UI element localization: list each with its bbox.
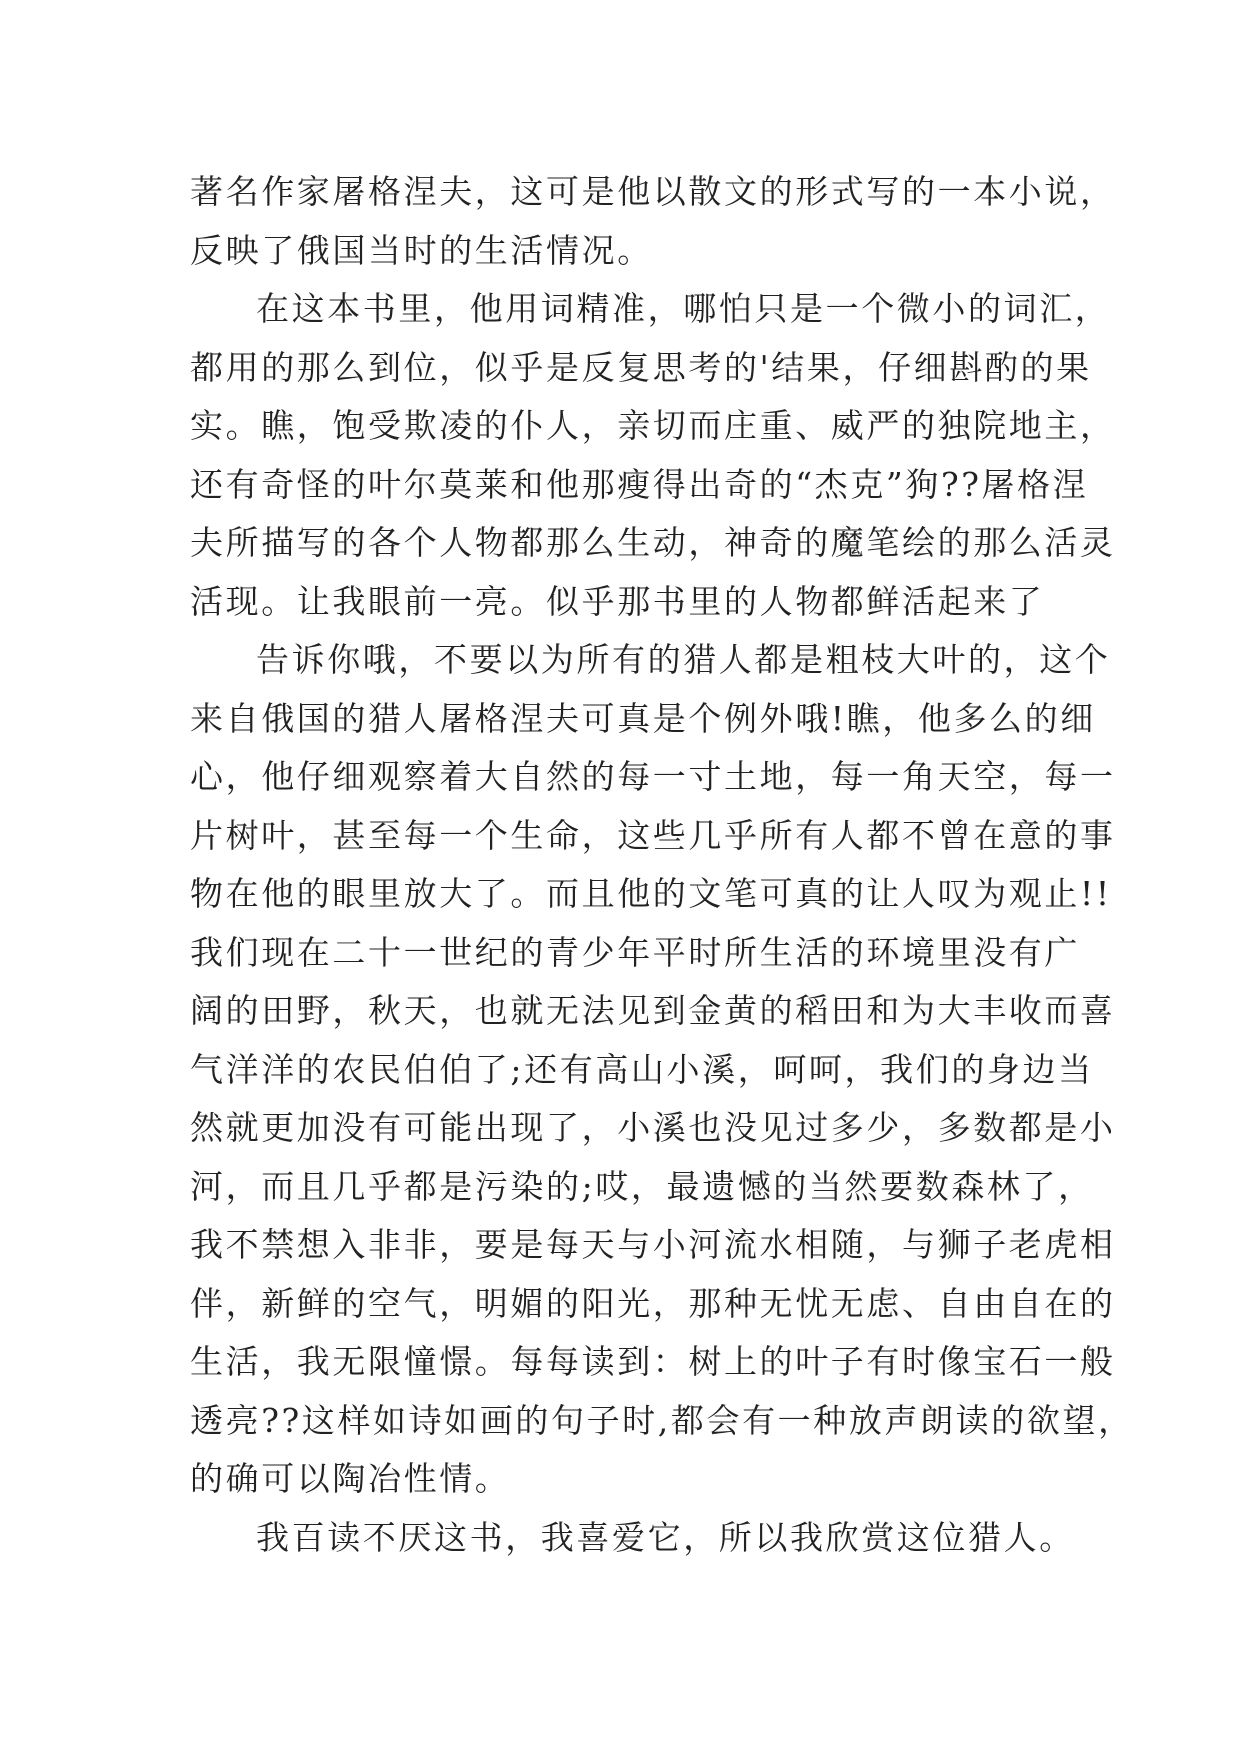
text-line: 夫所描写的各个人物都那么生动，神奇的魔笔绘的那么活灵 bbox=[190, 523, 1116, 562]
text-line: 我们现在二十一世纪的青少年平时所生活的环境里没有广 bbox=[190, 932, 1080, 972]
text-line: 然就更加没有可能出现了，小溪也没见过多少，多数都是小 bbox=[190, 1108, 1116, 1147]
text-line: 透亮??这样如诗如画的句子时,都会有一种放声朗读的欲望， bbox=[190, 1400, 1134, 1440]
text-line: 伴，新鲜的空气，明媚的阳光，那种无忧无虑、自由自在的 bbox=[190, 1283, 1116, 1323]
paragraph bbox=[190, 280, 1116, 631]
paragraph bbox=[190, 631, 1134, 1509]
text-line: 的确可以陶冶性情。 bbox=[190, 1459, 511, 1498]
text-line: 活现。让我眼前一亮。似乎那书里的人物都鲜活起来了 bbox=[190, 581, 1045, 621]
paragraph bbox=[190, 163, 1116, 280]
text-line: 告诉你哦，不要以为所有的猎人都是粗枝大叶的，这个 bbox=[256, 640, 1111, 679]
text-line: 反映了俄国当时的生活情况。 bbox=[190, 230, 653, 270]
text-line: 来自俄国的猎人屠格涅夫可真是个例外哦!瞧，他多么的细 bbox=[190, 698, 1096, 738]
text-line: 河，而且几乎都是污染的;哎，最遗憾的当然要数森林了， bbox=[190, 1166, 1094, 1206]
text-line: 生活，我无限憧憬。每每读到：树上的叶子有时像宝石一般 bbox=[190, 1342, 1116, 1381]
text-line: 气洋洋的农民伯伯了;还有高山小溪，呵呵，我们的身边当 bbox=[190, 1049, 1094, 1089]
text-line: 我不禁想入非非，要是每天与小河流水相随，与狮子老虎相 bbox=[190, 1225, 1116, 1264]
body-text bbox=[190, 163, 1134, 1567]
text-line: 我百读不厌这书，我喜爱它，所以我欣赏这位猎人。 bbox=[256, 1517, 1075, 1557]
text-line: 在这本书里，他用词精准，哪怕只是一个微小的词汇， bbox=[256, 289, 1111, 328]
text-line: 片树叶，甚至每一个生命，这些几乎所有人都不曾在意的事 bbox=[190, 815, 1116, 855]
text-line: 实。瞧，饱受欺凌的仆人，亲切而庄重、威严的独院地主， bbox=[190, 406, 1116, 445]
text-line: 还有奇怪的叶尔莫莱和他那瘦得出奇的“杰克”狗??屠格涅 bbox=[190, 464, 1089, 504]
text-line: 著名作家屠格涅夫，这可是他以散文的形式写的一本小说， bbox=[190, 172, 1116, 211]
text-line: 物在他的眼里放大了。而且他的文笔可真的让人叹为观止!! bbox=[190, 874, 1112, 913]
paragraph bbox=[190, 1509, 1075, 1568]
text-line: 心，他仔细观察着大自然的每一寸土地，每一角天空，每一 bbox=[190, 757, 1116, 796]
text-line: 都用的那么到位，似乎是反复思考的'结果，仔细斟酌的果 bbox=[190, 347, 1092, 387]
text-line: 阔的田野，秋天，也就无法见到金黄的稻田和为大丰收而喜 bbox=[190, 991, 1116, 1030]
